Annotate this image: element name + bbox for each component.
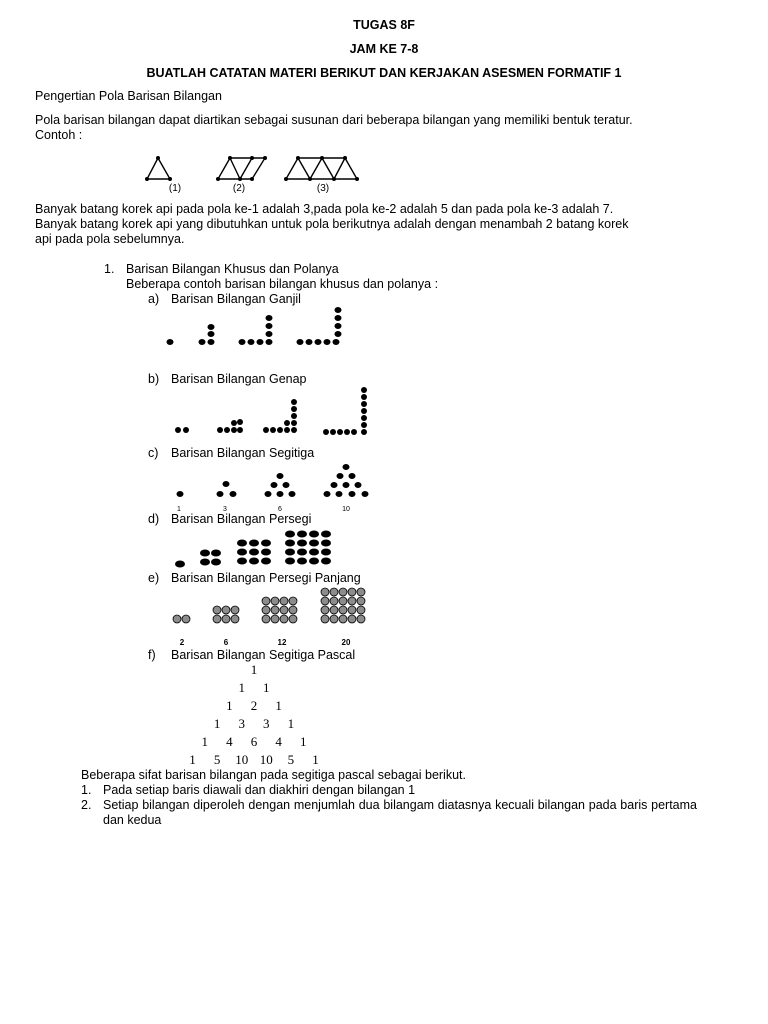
properties-intro: Beberapa sifat barisan bilangan pada segitiga pascal sebagai berikut. — [81, 768, 466, 782]
pascal-number: 1 — [226, 698, 233, 713]
matchstick-label-3: (3) — [316, 183, 330, 194]
pascal-number: 10 — [235, 752, 249, 767]
pascal-number: 4 — [275, 734, 282, 749]
item-label-rectangle: Barisan Bilangan Persegi Panjang — [171, 571, 361, 585]
pascal-triangle — [0, 662, 768, 772]
pascal-number: 4 — [226, 734, 233, 749]
triangle-number-label: 1 — [177, 506, 181, 513]
rectangle-number-label: 6 — [223, 638, 229, 647]
item-letter-a: a) — [148, 292, 160, 306]
explanation-line-2: Banyak batang korek api yang dibutuhkan untuk pola berikutnya adalah dengan menambah 2 batang korek — [35, 217, 629, 231]
explanation-line-1: Banyak batang korek api pada pola ke-1 adalah 3,pada pola ke-2 adalah 5 dan pada pola ke-3 adalah 7. — [35, 202, 614, 216]
pascal-number: 1 — [201, 734, 209, 749]
pascal-number: 10 — [259, 752, 273, 767]
list-intro: Beberapa contoh barisan bilangan khusus dan polanya : — [126, 277, 439, 291]
rectangle-number-label: 12 — [277, 638, 287, 647]
pascal-number: 1 — [189, 752, 196, 767]
pascal-number: 1 — [275, 698, 282, 713]
section-title: Pengertian Pola Barisan Bilangan — [35, 89, 222, 103]
property-number: 1. — [81, 783, 92, 797]
matchstick-pattern-3 — [286, 158, 357, 179]
pascal-number: 1 — [299, 734, 307, 749]
triangle-numbers-figure — [170, 462, 380, 514]
doc-subtitle: JAM KE 7-8 — [349, 42, 419, 56]
pascal-number: 1 — [238, 680, 245, 695]
rectangle-number-label: 2 — [179, 638, 185, 647]
rectangle-numbers-figure — [170, 586, 380, 650]
pascal-number: 5 — [213, 752, 221, 767]
property-text: Setiap bilangan diperoleh dengan menjumlah dua bilangam diatasnya kecuali bilangan pada baris pertama dan kedua — [103, 798, 697, 827]
list-number: 1. — [104, 262, 115, 276]
property-text: Pada setiap baris diawali dan diakhiri dengan bilangan 1 — [103, 783, 416, 797]
item-label-pascal: Barisan Bilangan Segitiga Pascal — [171, 648, 356, 662]
doc-instruction: BUATLAH CATATAN MATERI BERIKUT DAN KERJAKAN ASESMEN FORMATIF 1 — [146, 66, 622, 80]
matchstick-label-1: (1) — [168, 183, 182, 194]
triangle-number-label: 10 — [342, 506, 350, 513]
explanation-line-3: api pada pola sebelumnya. — [35, 232, 185, 246]
item-letter-c: c) — [148, 446, 159, 460]
pascal-number: 1 — [312, 752, 319, 767]
list-title: Barisan Bilangan Khusus dan Polanya — [126, 262, 339, 276]
item-letter-f: f) — [148, 648, 156, 662]
matchstick-pattern-1 — [147, 158, 170, 179]
even-numbers-figure — [170, 390, 380, 440]
example-label: Contoh : — [35, 128, 83, 142]
item-letter-d: d) — [148, 512, 160, 526]
odd-numbers-figure — [160, 308, 360, 354]
pascal-number: 1 — [250, 662, 258, 677]
property-number: 2. — [81, 798, 92, 812]
pascal-number: 3 — [238, 716, 245, 731]
pascal-number: 1 — [263, 680, 270, 695]
item-letter-b: b) — [148, 372, 160, 386]
matchstick-pattern-figure — [140, 148, 370, 198]
item-letter-e: e) — [148, 571, 160, 585]
pascal-number: 1 — [287, 716, 295, 731]
item-label-square: Barisan Bilangan Persegi — [171, 512, 312, 526]
triangle-number-label: 6 — [278, 506, 282, 513]
doc-title: TUGAS 8F — [353, 18, 415, 32]
rectangle-number-label: 20 — [341, 638, 351, 647]
pascal-number: 6 — [250, 734, 258, 749]
pascal-number: 1 — [213, 716, 221, 731]
pascal-number: 2 — [250, 698, 258, 713]
item-label-triangle: Barisan Bilangan Segitiga — [171, 446, 315, 460]
item-label-even: Barisan Bilangan Genap — [171, 372, 307, 386]
item-label-odd: Barisan Bilangan Ganjil — [171, 292, 301, 306]
definition-text: Pola barisan bilangan dapat diartikan sebagai susunan dari beberapa bilangan yang memiliki bentuk teratur. — [35, 113, 633, 127]
square-numbers-figure — [170, 528, 340, 570]
matchstick-label-2: (2) — [232, 183, 246, 194]
triangle-number-label: 3 — [223, 506, 227, 513]
pascal-number: 3 — [263, 716, 270, 731]
pascal-number: 5 — [287, 752, 295, 767]
